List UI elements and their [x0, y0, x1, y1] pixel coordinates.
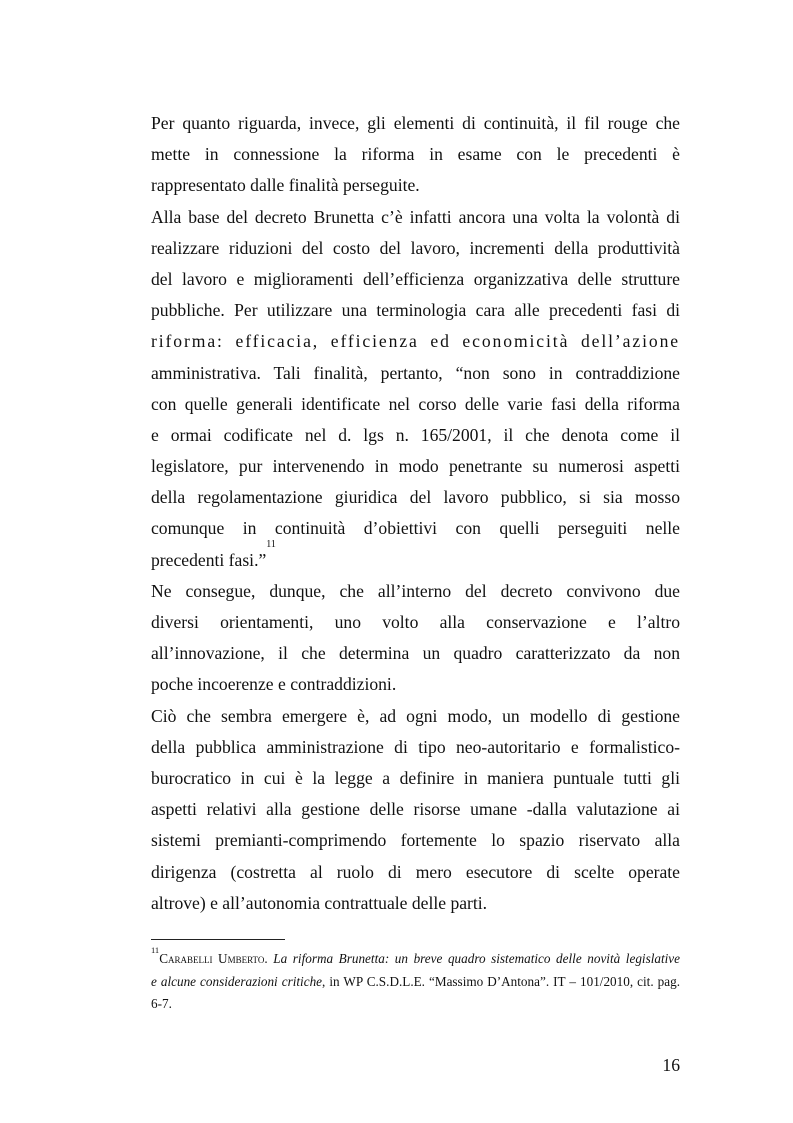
text-line: poche incoerenze e contraddizioni.: [151, 674, 397, 695]
text-line: con quelle generali identificate nel corso delle varie fasi della riforma: [151, 393, 680, 414]
footnote-author: Carabelli Umberto.: [159, 951, 268, 966]
footnote-title: e alcune considerazioni critiche: [151, 973, 323, 989]
footnote-reference[interactable]: 11: [266, 538, 276, 550]
footnote-block: [151, 945, 681, 1016]
text-line: sistemi premianti-comprimendo fortemente lo spazio riservato alla: [151, 830, 680, 851]
text-line: e ormai codificate nel d. lgs n. 165/2001, il che denota come il: [151, 424, 680, 445]
text-line: della regolamentazione giuridica del lavoro pubblico, si sia mosso: [151, 487, 680, 508]
footnote-title: La riforma Brunetta: un breve quadro sistematico delle novità legislative: [273, 951, 681, 966]
text-line: pubbliche. Per utilizzare una terminologia cara alle precedenti fasi di: [151, 300, 680, 321]
text-line: Ciò che sembra emergere è, ad ogni modo, un modello di gestione: [151, 705, 680, 726]
text-line: riforma: efficacia, efficienza ed economicità dell’azione: [151, 331, 680, 352]
text-line: mette in connessione la riforma in esame con le precedenti è: [151, 144, 680, 165]
footnote-line: [151, 945, 681, 971]
text-line: Per quanto riguarda, invece, gli elementi di continuità, il fil rouge che: [151, 113, 680, 133]
text-line: legislatore, pur intervenendo in modo penetrante su numerosi aspetti: [151, 456, 680, 477]
text-line-with-footnote: [151, 538, 680, 576]
text-line: altrove) e all’autonomia contrattuale delle parti.: [151, 892, 488, 913]
footnote-separator: [151, 939, 285, 940]
text-line: comunque in continuità d’obiettivi con quelli perseguiti nelle: [151, 518, 680, 539]
text-line: rappresentato dalle finalità perseguite.: [151, 175, 420, 196]
text-line: diversi orientamenti, uno volto alla conservazione e l’altro: [151, 612, 680, 632]
text-line: dirigenza (costretta al ruolo di mero esecutore di scelte operate: [151, 861, 680, 882]
text-line: burocratico in cui è la legge a definire in maniera puntuale tutti gli: [151, 767, 680, 788]
text-line: Ne consegue, dunque, che all’interno del decreto convivono due: [151, 580, 680, 601]
text-line: realizzare riduzioni del costo del lavoro, incrementi della produttività: [151, 237, 680, 258]
page-number: 16: [662, 1055, 680, 1075]
text-line: all’innovazione, il che determina un quadro caratterizzato da non: [151, 643, 680, 664]
footnote-line: [151, 971, 680, 994]
footnote-number: 11: [151, 945, 160, 955]
footnote-line: 6-7.: [151, 996, 172, 1011]
text-line: amministrativa. Tali finalità, pertanto, “non sono in contraddizione: [151, 362, 680, 383]
text-line: Alla base del decreto Brunetta c’è infatti ancora una volta la volontà di: [151, 206, 680, 227]
text-line: precedenti fasi.”: [151, 549, 267, 570]
text-line: aspetti relativi alla gestione delle risorse umane -dalla valutazione ai: [151, 799, 680, 820]
text-line: del lavoro e miglioramenti dell’efficienza organizzativa delle strutture: [151, 268, 680, 289]
footnote-source: , in WP C.S.D.L.E. “Massimo D’Antona”. IT – 101/2010, cit. pag.: [322, 973, 680, 989]
body-text: [151, 108, 680, 919]
text-line: della pubblica amministrazione di tipo neo-autoritario e formalistico-: [151, 736, 680, 757]
